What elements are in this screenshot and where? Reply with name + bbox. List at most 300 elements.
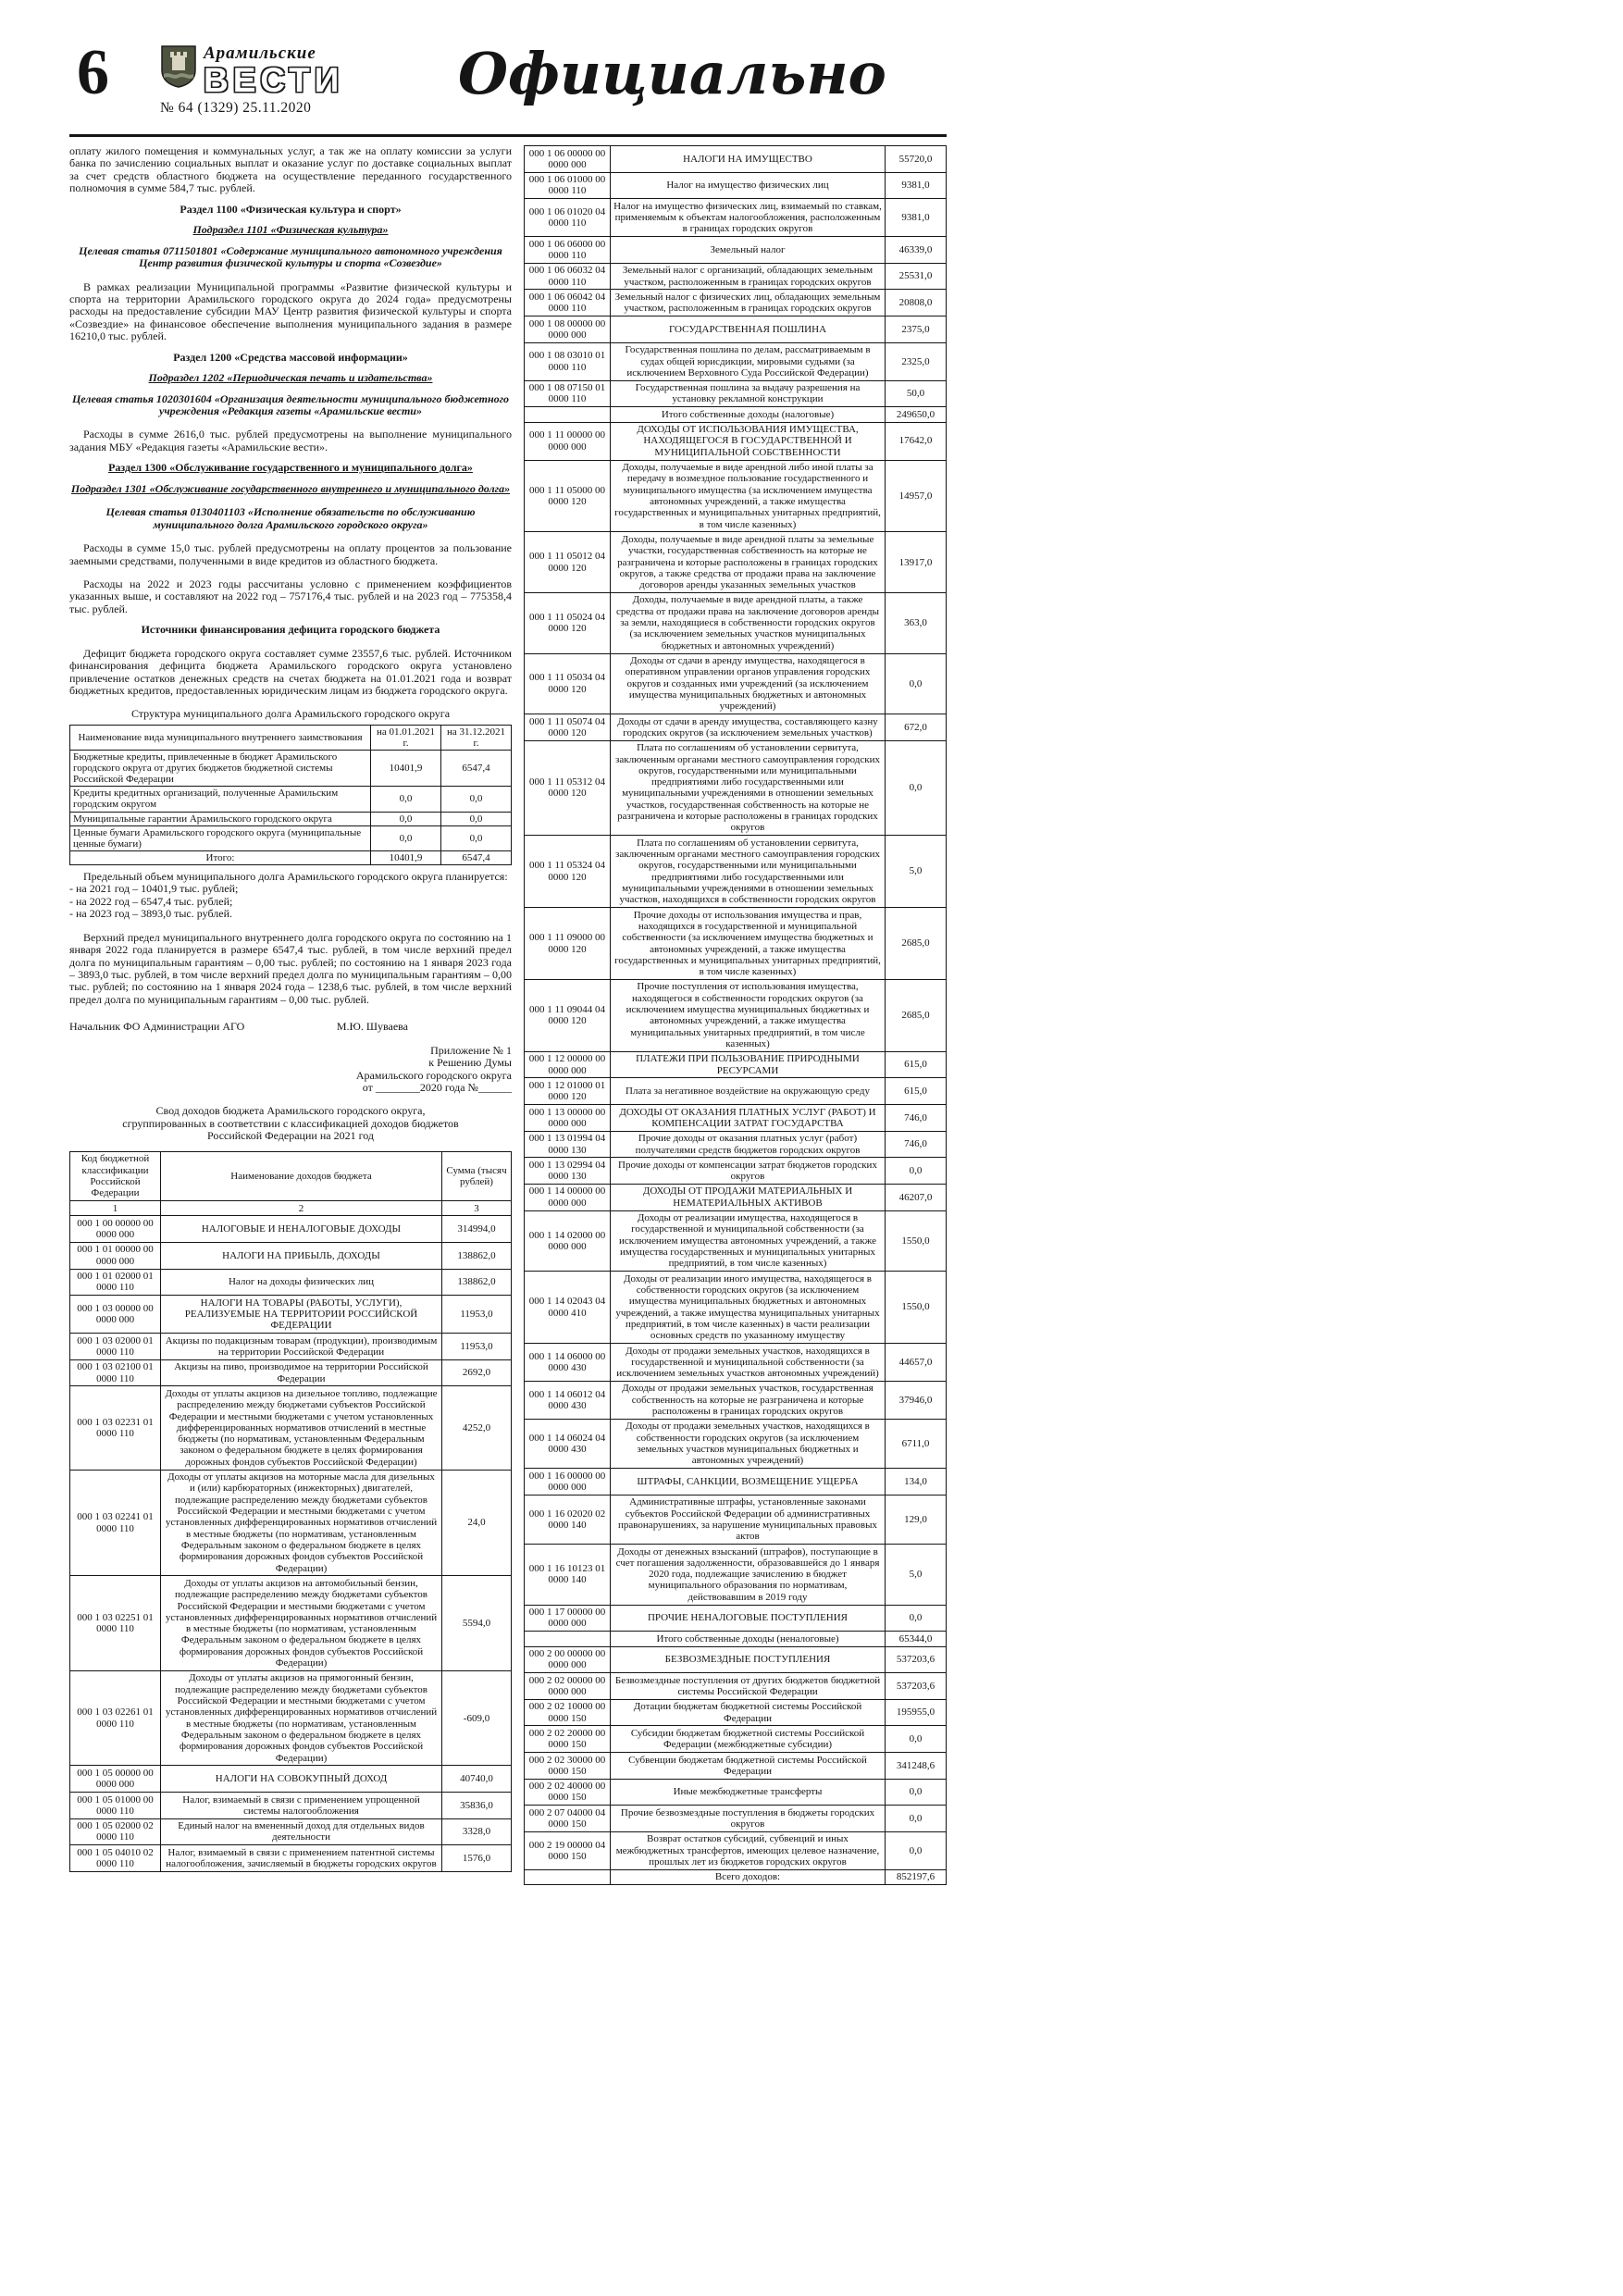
table-row (525, 1210, 947, 1272)
name-cell: ШТРАФЫ, САНКЦИИ, ВОЗМЕЩЕНИЕ УЩЕРБА (611, 1469, 886, 1496)
sum-cell: 6711,0 (886, 1419, 947, 1468)
sum-cell: 14957,0 (886, 460, 947, 532)
name-cell: Прочие доходы от использования имущества и прав, находящихся в государственной и муниципальной собственности (за исключением имущества бюджетных и автономных учреждений, а также имущества государственных и муниципальных унитарных предприятий, в том числе казенных) (611, 908, 886, 980)
code-cell: 000 1 06 06032 04 0000 110 (525, 263, 611, 290)
sum-cell: 46207,0 (886, 1184, 947, 1210)
column-number-cell: 3 (442, 1201, 512, 1216)
name-cell: Доходы, получаемые в виде арендной либо иной платы за передачу в возмездное пользование государственного и муниципального имущества (за исключением имущества автономных учреждений, а также имущества государственных и муниципальных унитарных предприятий, в том числе казенных) (611, 460, 886, 532)
paragraph: - на 2021 год – 10401,9 тыс. рублей; (69, 882, 239, 896)
table-row (525, 836, 947, 908)
code-cell: 000 1 11 05324 04 0000 120 (525, 836, 611, 908)
name-cell: Доходы от уплаты акцизов на автомобильный бензин, подлежащие распределению между бюджетами субъектов Российской Федерации и местными бюджетами с учетом установленных дифференцированных нормативов отчислений в местные бюджеты (по нормативам, установленным Федеральным законом о федеральном бюджете в целях формирования дорожных фондов субъектов Российской Федерации) (161, 1576, 442, 1671)
sum-cell: 0,0 (886, 1605, 947, 1632)
table-row (70, 1359, 512, 1386)
header-cell: Код бюджетной классификации Российской Федерации (70, 1151, 161, 1200)
name-cell: Всего доходов: (611, 1869, 886, 1884)
sum-cell: 195955,0 (886, 1699, 947, 1726)
name-cell: Налог, взимаемый в связи с применением патентной системы налогообложения, зачисляемый в бюджеты городских округов (161, 1845, 442, 1872)
code-cell: 000 2 02 00000 00 0000 000 (525, 1673, 611, 1700)
section-heading: Целевая статья 0711501801 «Содержание муниципального автономного учреждения Центр развития физической культуры и спорта «Созвездие» (79, 243, 502, 270)
table-row (525, 342, 947, 380)
table-row (525, 146, 947, 173)
name-cell: ПЛАТЕЖИ ПРИ ПОЛЬЗОВАНИЕ ПРИРОДНЫМИ РЕСУРСАМИ (611, 1051, 886, 1078)
section-heading: Подраздел 1202 «Периодическая печать и издательства» (148, 371, 433, 385)
sum-cell: 11953,0 (442, 1334, 512, 1360)
value-cell: 10401,9 (371, 850, 441, 864)
sum-cell: 2375,0 (886, 316, 947, 343)
table-row (70, 1766, 512, 1793)
name-cell: Земельный налог с организаций, обладающих земельным участком, расположенным в границах городских округов (611, 263, 886, 290)
sum-cell: 20808,0 (886, 290, 947, 316)
name-cell: Итого собственные доходы (налоговые) (611, 407, 886, 422)
name-cell: Дотации бюджетам бюджетной системы Российской Федерации (611, 1699, 886, 1726)
table-row (525, 1632, 947, 1646)
paragraph: Расходы в сумме 2616,0 тыс. рублей предусмотрены на выполнение муниципального задания МБУ «Редакция газеты «Арамильские вести». (69, 428, 512, 453)
left-column (69, 145, 512, 1872)
code-cell: 000 2 02 10000 00 0000 150 (525, 1699, 611, 1726)
table-row (525, 290, 947, 316)
sum-cell: 46339,0 (886, 237, 947, 264)
sum-cell: 134,0 (886, 1469, 947, 1496)
sum-cell: 4252,0 (442, 1386, 512, 1470)
table-row (525, 532, 947, 593)
section-heading: Подраздел 1101 «Физическая культура» (192, 223, 389, 237)
sum-cell: 537203,6 (886, 1673, 947, 1700)
code-cell: 000 2 02 40000 00 0000 150 (525, 1779, 611, 1806)
code-cell: 000 2 19 00000 04 0000 150 (525, 1831, 611, 1869)
table-row (525, 1646, 947, 1673)
table-row (70, 1216, 512, 1243)
issue-line: № 64 (1329) 25.11.2020 (160, 100, 312, 116)
name-cell: НАЛОГИ НА ПРИБЫЛЬ, ДОХОДЫ (161, 1242, 442, 1269)
value-cell: 0,0 (441, 825, 512, 850)
code-cell: 000 1 12 01000 01 0000 120 (525, 1078, 611, 1105)
name-cell: Прочие поступления от использования имущества, находящегося в собственности городских округов (за исключением имущества муниципальных бюджетных и автономных учреждений, а также имущества муниципальных унитарных предприятий, в том числе казенных) (611, 979, 886, 1051)
sum-cell: 13917,0 (886, 532, 947, 593)
section-heading: Раздел 1100 «Физическая культура и спорт» (180, 202, 402, 216)
code-cell: 000 1 14 06000 00 0000 430 (525, 1344, 611, 1382)
name-cell: Муниципальные гарантии Арамильского городского округа (70, 812, 371, 825)
code-cell: 000 1 06 00000 00 0000 000 (525, 146, 611, 173)
table-row (525, 1831, 947, 1869)
table-row (525, 237, 947, 264)
signature-name: М.Ю. Шуваева (336, 1020, 408, 1034)
name-cell: Бюджетные кредиты, привлеченные в бюджет Арамильского городского округа от других бюджетов бюджетной системы Российской Федерации (70, 751, 371, 787)
sum-cell: 50,0 (886, 380, 947, 407)
code-cell: 000 1 14 02000 00 0000 000 (525, 1210, 611, 1272)
name-cell: Прочие безвозмездные поступления в бюджеты городских округов (611, 1806, 886, 1832)
name-cell: Доходы от продажи земельных участков, находящихся в государственной и муниципальной собственности (за исключением земельных участков автономных учреждений) (611, 1344, 886, 1382)
name-cell: Земельный налог с физических лиц, обладающих земельным участком, расположенным в границах городских округов (611, 290, 886, 316)
sum-cell: 2325,0 (886, 342, 947, 380)
centered-line: Российской Федерации на 2021 год (207, 1129, 374, 1143)
code-cell: 000 1 03 02261 01 0000 110 (70, 1670, 161, 1766)
code-cell: 000 2 00 00000 00 0000 000 (525, 1646, 611, 1673)
table-row (70, 1242, 512, 1269)
code-cell: 000 1 06 01020 04 0000 110 (525, 199, 611, 237)
table-row (525, 1184, 947, 1210)
table-row (525, 460, 947, 532)
signature-position: Начальник ФО Администрации АГО (69, 1020, 245, 1034)
value-cell: 10401,9 (371, 751, 441, 787)
name-cell: Доходы от уплаты акцизов на дизельное топливо, подлежащие распределению между бюджетами субъектов Российской Федерации и местными бюджетами с учетом установленных дифференцированных нормативов отчислений в местные бюджеты (по нормативам, установленным Федеральным законом о федеральном бюджете в целях формирования дорожных фондов субъектов Российской Федерации) (161, 1386, 442, 1470)
code-cell: 000 1 06 06042 04 0000 110 (525, 290, 611, 316)
section-title: Официально (458, 40, 886, 107)
centered-line: Свод доходов бюджета Арамильского городского округа, (155, 1104, 426, 1118)
sum-cell: 5,0 (886, 836, 947, 908)
code-cell: 000 2 02 20000 00 0000 150 (525, 1726, 611, 1753)
code-cell: 000 1 11 05000 00 0000 120 (525, 460, 611, 532)
table-row (70, 1818, 512, 1845)
sum-cell: 0,0 (886, 1726, 947, 1753)
code-cell: 000 1 08 03010 01 0000 110 (525, 342, 611, 380)
table-row (525, 407, 947, 422)
table-row (70, 1296, 512, 1334)
coat-of-arms-icon (160, 44, 197, 89)
table-row (525, 263, 947, 290)
table-row (525, 1344, 947, 1382)
column-number-cell: 2 (161, 1201, 442, 1216)
sum-cell: 5594,0 (442, 1576, 512, 1671)
centered-line: сгруппированных в соответствии с классификацией доходов бюджетов (122, 1116, 459, 1130)
debt-structure-table (69, 725, 512, 865)
code-cell: 000 1 13 01994 04 0000 130 (525, 1131, 611, 1158)
name-cell: ДОХОДЫ ОТ ИСПОЛЬЗОВАНИЯ ИМУЩЕСТВА, НАХОДЯЩЕГОСЯ В ГОСУДАРСТВЕННОЙ И МУНИЦИПАЛЬНОЙ СОБСТВЕННОСТИ (611, 422, 886, 460)
name-cell: Ценные бумаги Арамильского городского округа (муниципальные ценные бумаги) (70, 825, 371, 850)
sum-cell: 1550,0 (886, 1210, 947, 1272)
paragraph: Расходы на 2022 и 2023 годы рассчитаны условно с применением коэффициентов указанных выше, и составляют на 2022 год – 757176,4 тыс. рублей и на 2023 год – 775358,4 тыс. рублей. (69, 577, 512, 615)
value-cell: 0,0 (441, 812, 512, 825)
table-row (70, 825, 512, 850)
value-cell: 6547,4 (441, 751, 512, 787)
paragraph: Предельный объем муниципального долга Арамильского городского округа планируется: (83, 869, 508, 883)
code-cell: 000 2 07 04000 04 0000 150 (525, 1806, 611, 1832)
table-row (525, 422, 947, 460)
paragraph: Дефицит бюджета городского округа составляет сумме 23557,6 тыс. рублей. Источником финансирования дефицита бюджета Арамильского городского округа установлено привлечение остатков денежных средств на счетах бюджета на 01.01.2021 года и возврат бюджетных кредитов, предоставленных юридическим лицам из бюджета городского округа. (69, 646, 512, 697)
name-cell: Субсидии бюджетам бюджетной системы Российской Федерации (межбюджетные субсидии) (611, 1726, 886, 1753)
header-cell: Наименование вида муниципального внутреннего заимствования (70, 725, 371, 750)
sum-cell: 9381,0 (886, 172, 947, 199)
sum-cell: 537203,6 (886, 1646, 947, 1673)
code-cell: 000 1 16 10123 01 0000 140 (525, 1545, 611, 1606)
table-row (70, 1334, 512, 1360)
value-cell: 0,0 (371, 812, 441, 825)
sum-cell: 341248,6 (886, 1753, 947, 1780)
name-cell: НАЛОГИ НА СОВОКУПНЫЙ ДОХОД (161, 1766, 442, 1793)
code-cell: 000 1 08 07150 01 0000 110 (525, 380, 611, 407)
sum-cell: 3328,0 (442, 1818, 512, 1845)
table-row (525, 1673, 947, 1700)
name-cell: Плата за негативное воздействие на окружающую среду (611, 1078, 886, 1105)
table-header-row (70, 1201, 512, 1216)
name-cell: Доходы от продажи земельных участков, государственная собственность на которые не разграничена и которые расположены в границах городских округов (611, 1381, 886, 1419)
logo-top-word: Арамильские (204, 43, 316, 63)
name-cell: Доходы от реализации имущества, находящегося в государственной и муниципальной собственности (за исключением имущества автономных учреждений, а также имущества государственных и муниципальных унитарных предприятий, в том числе казенных) (611, 1210, 886, 1272)
table-row (525, 1495, 947, 1544)
table-row (70, 751, 512, 787)
name-cell: Прочие доходы от компенсации затрат бюджетов городских округов (611, 1158, 886, 1185)
table-row (525, 1806, 947, 1832)
code-cell: 000 1 11 09000 00 0000 120 (525, 908, 611, 980)
table-row (525, 1131, 947, 1158)
table-row (525, 199, 947, 237)
sum-cell: 138862,0 (442, 1269, 512, 1296)
name-cell: Налог, взимаемый в связи с применением упрощенной системы налогообложения (161, 1793, 442, 1819)
sum-cell: 35836,0 (442, 1793, 512, 1819)
sum-cell: 17642,0 (886, 422, 947, 460)
section-heading: Источники финансирования дефицита городского бюджета (141, 623, 440, 637)
table-row (525, 1699, 947, 1726)
code-cell: 000 1 12 00000 00 0000 000 (525, 1051, 611, 1078)
code-cell: 000 1 03 02241 01 0000 110 (70, 1470, 161, 1576)
name-cell: Прочие доходы от оказания платных услуг (работ) получателями средств бюджетов городских округов (611, 1131, 886, 1158)
code-cell: 000 2 02 30000 00 0000 150 (525, 1753, 611, 1780)
name-cell: Государственная пошлина по делам, рассматриваемым в судах общей юрисдикции, мировыми судьями (за исключением Верховного Суда Российской Федерации) (611, 342, 886, 380)
name-cell: Доходы от денежных взысканий (штрафов), поступающие в счет погашения задолженности, образовавшейся до 1 января 2020 года, подлежащие зачислению в бюджет муниципального образования по нормативам, действовавшим в 2019 году (611, 1545, 886, 1606)
header-cell: Сумма (тысяч рублей) (442, 1151, 512, 1200)
name-cell: Налог на имущество физических лиц, взимаемый по ставкам, применяемым к объектам налогообложения, расположенным в границах городских округов (611, 199, 886, 237)
table-row (525, 1469, 947, 1496)
sum-cell: 0,0 (886, 653, 947, 714)
code-cell (525, 1632, 611, 1646)
table-header-row (70, 725, 512, 750)
name-cell: Кредиты кредитных организаций, полученные Арамильским городским округом (70, 787, 371, 812)
code-cell: 000 1 05 01000 00 0000 110 (70, 1793, 161, 1819)
code-cell: 000 1 03 00000 00 0000 000 (70, 1296, 161, 1334)
name-cell: НАЛОГОВЫЕ И НЕНАЛОГОВЫЕ ДОХОДЫ (161, 1216, 442, 1243)
name-cell: Налог на доходы физических лиц (161, 1269, 442, 1296)
code-cell: 000 1 11 05012 04 0000 120 (525, 532, 611, 593)
section-heading: Целевая статья 1020301604 «Организация деятельности муниципального бюджетного учреждения «Редакция газеты «Арамильские вести» (71, 391, 510, 417)
table-row (525, 1869, 947, 1884)
code-cell: 000 1 05 04010 02 0000 110 (70, 1845, 161, 1872)
code-cell: 000 1 16 02020 02 0000 140 (525, 1495, 611, 1544)
table-row (70, 812, 512, 825)
sum-cell: 37946,0 (886, 1381, 947, 1419)
page-number: 6 (77, 37, 109, 108)
sum-cell: 314994,0 (442, 1216, 512, 1243)
paragraph: В рамках реализации Муниципальной программы «Развитие физической культуры и спорта на территории Арамильского городского округа до 2024 года» предусмотрены расходы на предоставление субсидии МАУ Центр развития физической культуры и спорта «Созвездие» на финансовое обеспечение выполнения муниципального задания в размере 16210,0 тыс. рублей. (69, 279, 512, 343)
section-heading: Подраздел 1301 «Обслуживание государственного внутреннего и муниципального долга» (70, 481, 511, 495)
name-cell: НАЛОГИ НА ТОВАРЫ (РАБОТЫ, УСЛУГИ), РЕАЛИЗУЕМЫЕ НА ТЕРРИТОРИИ РОССИЙСКОЙ ФЕДЕРАЦИИ (161, 1296, 442, 1334)
code-cell: 000 1 06 01000 00 0000 110 (525, 172, 611, 199)
name-cell: ДОХОДЫ ОТ ОКАЗАНИЯ ПЛАТНЫХ УСЛУГ (РАБОТ) И КОМПЕНСАЦИИ ЗАТРАТ ГОСУДАРСТВА (611, 1105, 886, 1132)
table-row (525, 1051, 947, 1078)
table-row (525, 1605, 947, 1632)
table-row (525, 979, 947, 1051)
sum-cell: 0,0 (886, 1831, 947, 1869)
sum-cell: 129,0 (886, 1495, 947, 1544)
table-row (525, 172, 947, 199)
table-row (525, 1381, 947, 1419)
sum-cell: 24,0 (442, 1470, 512, 1576)
header-cell: на 31.12.2021 г. (441, 725, 512, 750)
name-cell: Акцизы по подакцизным товарам (продукции), производимым на территории Российской Федерации (161, 1334, 442, 1360)
code-cell: 000 1 16 00000 00 0000 000 (525, 1469, 611, 1496)
sum-cell: 672,0 (886, 714, 947, 741)
table-row (70, 850, 512, 864)
code-cell: 000 1 03 02100 01 0000 110 (70, 1359, 161, 1386)
income-table-left (69, 1151, 512, 1872)
table-row (525, 714, 947, 741)
table-row (525, 1272, 947, 1344)
code-cell: 000 1 03 02251 01 0000 110 (70, 1576, 161, 1671)
paragraph: - на 2023 год – 3893,0 тыс. рублей. (69, 907, 232, 921)
code-cell: 000 1 06 06000 00 0000 110 (525, 237, 611, 264)
paragraph: Расходы в сумме 15,0 тыс. рублей предусмотрены на оплату процентов за пользование заемными средствами, полученными в виде кредитов из областного бюджета. (69, 541, 512, 567)
table-row (70, 787, 512, 812)
sum-cell: 615,0 (886, 1078, 947, 1105)
name-cell: НАЛОГИ НА ИМУЩЕСТВО (611, 146, 886, 173)
name-cell: Итого: (70, 850, 371, 864)
sum-cell: 1550,0 (886, 1272, 947, 1344)
value-cell: 0,0 (371, 787, 441, 812)
table-row (525, 1726, 947, 1753)
sum-cell: 852197,6 (886, 1869, 947, 1884)
code-cell: 000 1 14 02043 04 0000 410 (525, 1272, 611, 1344)
name-cell: Земельный налог (611, 237, 886, 264)
table-row (525, 1545, 947, 1606)
sum-cell: 9381,0 (886, 199, 947, 237)
name-cell: Возврат остатков субсидий, субвенций и иных межбюджетных трансфертов, имеющих целевое назначение, прошлых лет из бюджетов городских округов (611, 1831, 886, 1869)
code-cell: 000 1 11 05074 04 0000 120 (525, 714, 611, 741)
name-cell: Доходы от уплаты акцизов на моторные масла для дизельных и (или) карбюраторных (инжекторных) двигателей, подлежащие распределению между бюджетами субъектов Российской Федерации и местными бюджетами с учетом установленных дифференцированных нормативов отчислений в местные бюджеты (по нормативам, установленным Федеральным законом о федеральном бюджете в целях формирования дорожных фондов субъектов Российской Федерации) (161, 1470, 442, 1576)
table-row (525, 380, 947, 407)
logo-text (204, 44, 343, 97)
paragraph: - на 2022 год – 6547,4 тыс. рублей; (69, 894, 233, 908)
income-table-right (524, 145, 947, 1885)
name-cell: ПРОЧИЕ НЕНАЛОГОВЫЕ ПОСТУПЛЕНИЯ (611, 1605, 886, 1632)
appendix-line: к Решению Думы (428, 1056, 512, 1070)
table-row (70, 1576, 512, 1671)
sum-cell: 55720,0 (886, 146, 947, 173)
sum-cell: 249650,0 (886, 407, 947, 422)
appendix-line: Приложение № 1 (430, 1043, 512, 1057)
code-cell: 000 1 14 06012 04 0000 430 (525, 1381, 611, 1419)
sum-cell: 615,0 (886, 1051, 947, 1078)
name-cell: ГОСУДАРСТВЕННАЯ ПОШЛИНА (611, 316, 886, 343)
name-cell: Доходы от сдачи в аренду имущества, находящегося в оперативном управлении органов управления городских округов и созданных ими учреждений (за исключением имущества муниципальных бюджетных и автономных учреждений) (611, 653, 886, 714)
code-cell: 000 1 03 02000 01 0000 110 (70, 1334, 161, 1360)
code-cell: 000 1 14 06024 04 0000 430 (525, 1419, 611, 1468)
header-cell: Наименование доходов бюджета (161, 1151, 442, 1200)
name-cell: Налог на имущество физических лиц (611, 172, 886, 199)
table-row (525, 1419, 947, 1468)
column-number-cell: 1 (70, 1201, 161, 1216)
sum-cell: 0,0 (886, 740, 947, 836)
table-row (525, 1105, 947, 1132)
code-cell: 000 1 11 05024 04 0000 120 (525, 592, 611, 653)
value-cell: 0,0 (371, 825, 441, 850)
table-row (525, 740, 947, 836)
appendix-line: от ________2020 года №______ (362, 1081, 512, 1095)
table-row (525, 1078, 947, 1105)
name-cell: Доходы от сдачи в аренду имущества, составляющего казну городских округов (за исключением земельных участков) (611, 714, 886, 741)
code-cell: 000 1 01 02000 01 0000 110 (70, 1269, 161, 1296)
table-row (70, 1386, 512, 1470)
table-header-row (70, 1151, 512, 1200)
table-row (525, 1158, 947, 1185)
content-columns (69, 145, 947, 1885)
table-row (525, 908, 947, 980)
name-cell: Безвозмездные поступления от других бюджетов бюджетной системы Российской Федерации (611, 1673, 886, 1700)
name-cell: Доходы от продажи земельных участков, находящихся в собственности городских округов (за исключением земельных участков муниципальных бюджетных и автономных учреждений) (611, 1419, 886, 1468)
code-cell: 000 1 05 02000 02 0000 110 (70, 1818, 161, 1845)
code-cell: 000 1 00 00000 00 0000 000 (70, 1216, 161, 1243)
code-cell (525, 1869, 611, 1884)
code-cell: 000 1 14 00000 00 0000 000 (525, 1184, 611, 1210)
code-cell: 000 1 11 05312 04 0000 120 (525, 740, 611, 836)
sum-cell: 65344,0 (886, 1632, 947, 1646)
section-heading: Раздел 1300 «Обслуживание государственного и муниципального долга» (108, 461, 473, 475)
name-cell: Акцизы на пиво, производимое на территории Российской Федерации (161, 1359, 442, 1386)
section-heading: Раздел 1200 «Средства массовой информации» (173, 350, 408, 364)
sum-cell: -609,0 (442, 1670, 512, 1766)
table-row (525, 316, 947, 343)
table-row (70, 1670, 512, 1766)
name-cell: Доходы, получаемые в виде арендной платы за земельные участки, государственная собственность на которые не разграничена и которые расположены в границах городских округов, а также средства от продажи права на заключение договоров аренды указанных земельных участков (611, 532, 886, 593)
sum-cell: 25531,0 (886, 263, 947, 290)
table-row (525, 1779, 947, 1806)
sum-cell: 2692,0 (442, 1359, 512, 1386)
table-row (70, 1269, 512, 1296)
sum-cell: 746,0 (886, 1105, 947, 1132)
section-heading: Целевая статья 0130401103 «Исполнение обязательств по обслуживанию муниципального долга Арамильского городского округа» (105, 505, 476, 531)
name-cell: Единый налог на вмененный доход для отдельных видов деятельности (161, 1818, 442, 1845)
name-cell: Плата по соглашениям об установлении сервитута, заключенным органами местного самоуправления городских округов, государственными или муниципальными предприятиями либо государственными или муниципальными учреждениями в отношении земельных участков, государственная собственность на которые не разграничена и которые расположены в границах городских округов (611, 740, 886, 836)
code-cell: 000 1 11 00000 00 0000 000 (525, 422, 611, 460)
name-cell: Иные межбюджетные трансферты (611, 1779, 886, 1806)
sum-cell: 138862,0 (442, 1242, 512, 1269)
sum-cell: 0,0 (886, 1806, 947, 1832)
code-cell: 000 1 01 00000 00 0000 000 (70, 1242, 161, 1269)
centered-line: Структура муниципального долга Арамильского городского округа (130, 707, 451, 721)
value-cell: 6547,4 (441, 850, 512, 864)
name-cell: Субвенции бюджетам бюджетной системы Российской Федерации (611, 1753, 886, 1780)
masthead (69, 39, 947, 137)
value-cell: 0,0 (441, 787, 512, 812)
newspaper-page (69, 39, 947, 1885)
table-row (70, 1470, 512, 1576)
sum-cell: 746,0 (886, 1131, 947, 1158)
code-cell: 000 1 11 09044 04 0000 120 (525, 979, 611, 1051)
sum-cell: 0,0 (886, 1779, 947, 1806)
sum-cell: 363,0 (886, 592, 947, 653)
code-cell: 000 1 03 02231 01 0000 110 (70, 1386, 161, 1470)
name-cell: Итого собственные доходы (неналоговые) (611, 1632, 886, 1646)
paragraph: Верхний предел муниципального внутреннего долга городского округа по состоянию на 1 января 2022 года планируется в размере 6547,4 тыс. рублей, в том числе верхний предел долга по муниципальным гарантиям – 0,00 тыс. рублей; по состоянию на 1 января 2023 года – 3893,0 тыс. рублей, в том числе верхний предел долга по муниципальным гарантиям – 0,00 тыс. рублей; по состоянию на 1 января 2024 года – 1238,6 тыс. рублей, в том числе верхний предел долга по муниципальным гарантиям – 0,00 тыс. рублей. (69, 930, 512, 1006)
sum-cell: 2685,0 (886, 979, 947, 1051)
code-cell: 000 1 13 00000 00 0000 000 (525, 1105, 611, 1132)
table-row (525, 1753, 947, 1780)
right-column (524, 145, 947, 1885)
code-cell: 000 1 08 00000 00 0000 000 (525, 316, 611, 343)
table-row (525, 592, 947, 653)
table-row (525, 653, 947, 714)
code-cell: 000 1 11 05034 04 0000 120 (525, 653, 611, 714)
name-cell: Доходы, получаемые в виде арендной платы, а также средства от продажи права на заключение договоров аренды за земли, находящиеся в собственности городских округов (за исключением земельных участков муниципальных бюджетных и автономных учреждений) (611, 592, 886, 653)
appendix-line: Арамильского городского округа (355, 1068, 512, 1082)
logo-name: ВЕСТИ (204, 60, 344, 99)
sum-cell: 2685,0 (886, 908, 947, 980)
name-cell: ДОХОДЫ ОТ ПРОДАЖИ МАТЕРИАЛЬНЫХ И НЕМАТЕРИАЛЬНЫХ АКТИВОВ (611, 1184, 886, 1210)
code-cell (525, 407, 611, 422)
code-cell: 000 1 05 00000 00 0000 000 (70, 1766, 161, 1793)
header-cell: на 01.01.2021 г. (371, 725, 441, 750)
sum-cell: 1576,0 (442, 1845, 512, 1872)
name-cell: Доходы от уплаты акцизов на прямогонный бензин, подлежащие распределению между бюджетами субъектов Российской Федерации и местными бюджетами с учетом установленных дифференцированных нормативов отчислений в местные бюджеты (по нормативам, установленным Федеральным законом о федеральном бюджете в целях формирования дорожных фондов субъектов Российской Федерации) (161, 1670, 442, 1766)
sum-cell: 5,0 (886, 1545, 947, 1606)
